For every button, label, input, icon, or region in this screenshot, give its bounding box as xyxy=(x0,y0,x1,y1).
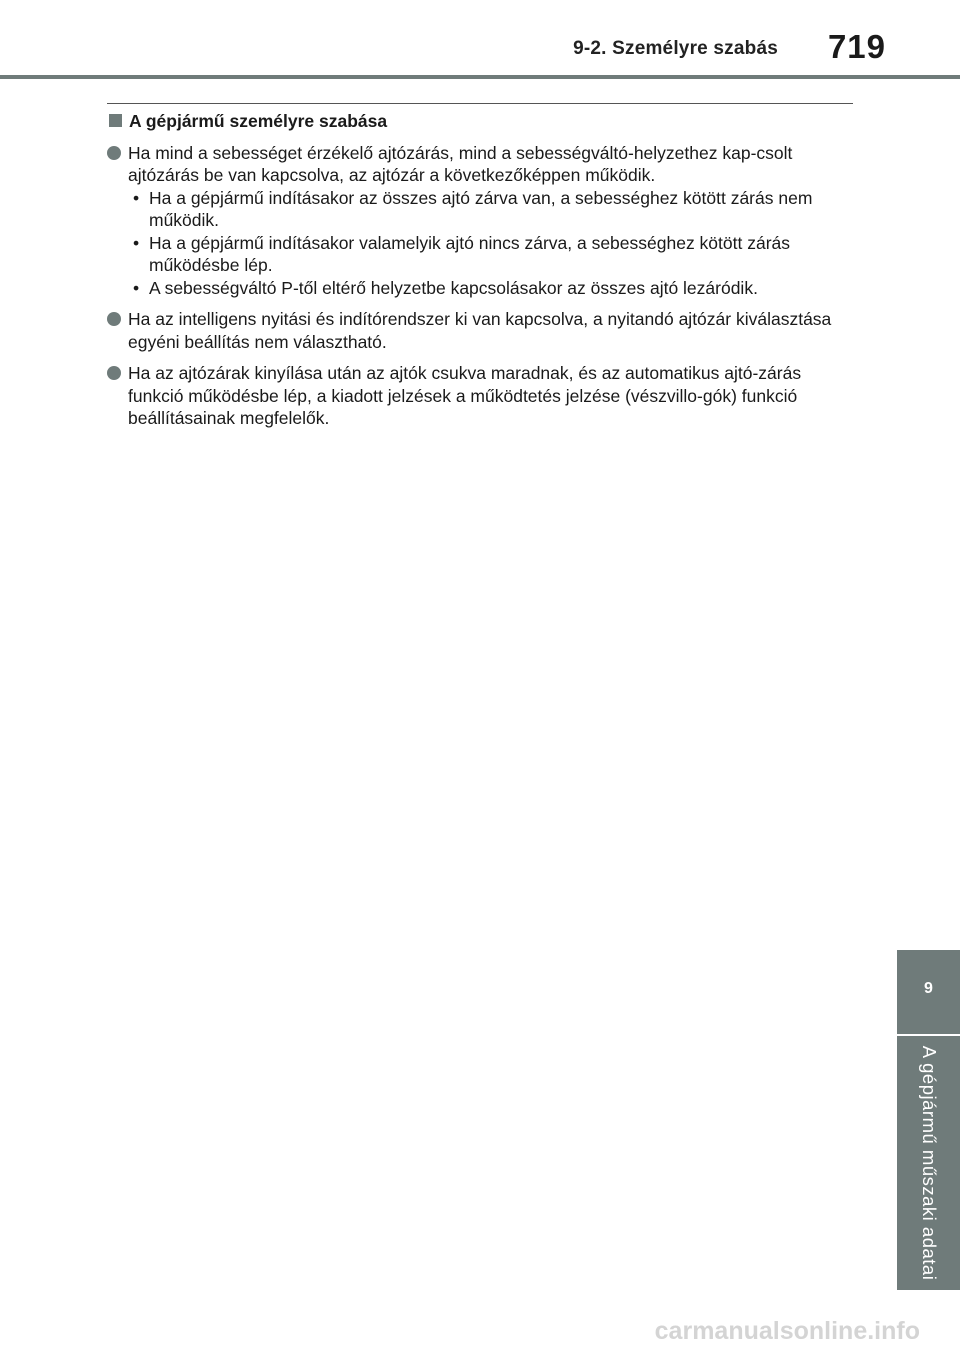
sub-list-item xyxy=(128,277,853,300)
sub-list-item-text: A sebességváltó P-től eltérő helyzetbe kapcsolásakor az összes ajtó lezáródik. xyxy=(149,277,758,298)
sub-list-item-text: Ha a gépjármű indításakor az összes ajtó zárva van, a sebességhez kötött zárás nem működik. xyxy=(149,187,813,230)
sub-list-item xyxy=(128,187,853,232)
sub-list xyxy=(128,187,853,300)
dot-bullet-icon: • xyxy=(133,187,140,208)
list-item-text: Ha az ajtózárak kinyílása után az ajtók csukva maradnak, és az automatikus ajtó-zárás funkció működésbe lép, a kiadott jelzések a működtetés jelzése (vészvillo-gók) funkció beállításainak megfelelők. xyxy=(128,363,802,428)
chapter-title-tab xyxy=(897,1036,960,1290)
list-item-text: Ha az intelligens nyitási és indítórendszer ki van kapcsolva, a nyitandó ajtózár kiválasztása egyéni beállítás nem választható. xyxy=(128,309,832,352)
list-item xyxy=(107,308,853,353)
list-item xyxy=(107,142,853,300)
watermark: carmanualsonline.info xyxy=(654,1317,920,1345)
page-number: 719 xyxy=(827,28,886,65)
header-rule xyxy=(0,75,960,79)
sub-list-item xyxy=(128,232,853,277)
circle-bullet-icon xyxy=(107,366,121,380)
dot-bullet-icon: • xyxy=(133,277,140,298)
header-section-title: 9-2. Személyre szabás xyxy=(573,38,778,59)
sub-list-item-text: Ha a gépjármű indításakor valamelyik ajtó nincs zárva, a sebességhez kötött zárás működésbe lép. xyxy=(149,232,791,275)
section-heading-text: A gépjármű személyre szabása xyxy=(129,111,388,131)
circle-bullet-icon xyxy=(107,312,121,326)
chapter-title: A gépjármű műszaki adatai xyxy=(918,1045,940,1281)
list-item xyxy=(107,362,853,430)
dot-bullet-icon: • xyxy=(133,232,140,253)
content xyxy=(107,110,853,439)
section-heading xyxy=(107,110,853,133)
chapter-number-tab xyxy=(897,950,960,1034)
circle-bullet-icon xyxy=(107,146,121,160)
section-rule xyxy=(107,103,853,104)
square-bullet-icon xyxy=(109,114,122,127)
list-item-text: Ha mind a sebességet érzékelő ajtózárás, mind a sebességváltó-helyzethez kap-csolt ajtózárás be van kapcsolva, az ajtózár a következőképpen működik. xyxy=(128,142,793,185)
chapter-number: 9 xyxy=(924,980,933,997)
